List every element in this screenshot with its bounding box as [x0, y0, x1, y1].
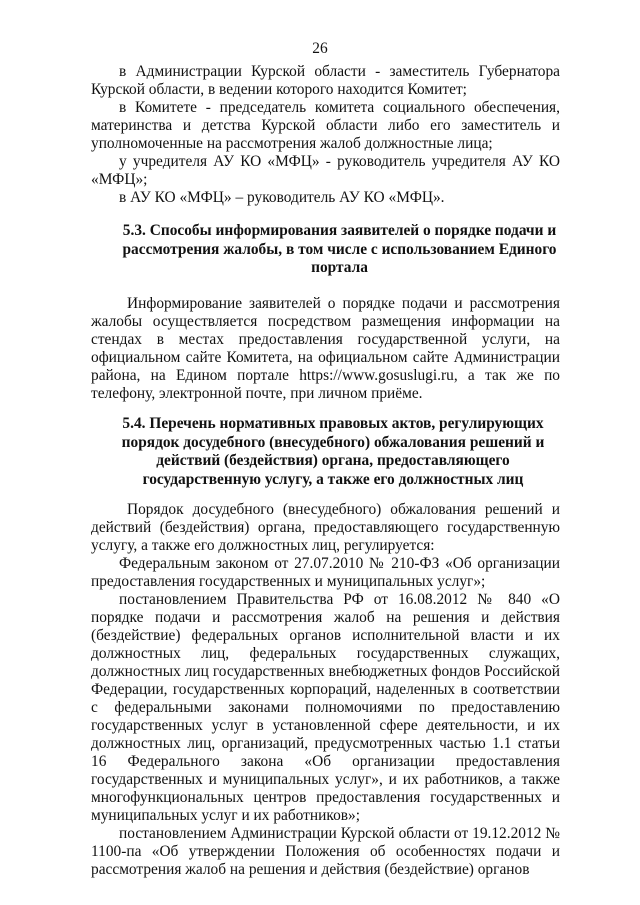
section-5-4-body — [91, 501, 560, 879]
paragraph-federal-law: Федеральным законом от 27.07.2010 № 210-ФЗ «Об организации предоставления государственных и муниципальных услуг»; — [91, 555, 560, 590]
section-5-3-heading-wrap — [118, 222, 561, 278]
page-number: 26 — [312, 40, 328, 57]
section-5-2-tail — [91, 63, 560, 207]
section-5-3-body: Информирование заявителей о порядке подачи и рассмотрения жалобы осуществляется посредством размещения информации на стендах в местах предоставления государственной услуги, на официальном сайте Комитета, на официальном сайте Администрации района, на Едином портале https://www.gosuslugi.ru, а так же по телефону, электронной почте, при личном приёме. — [91, 295, 560, 402]
paragraph-regional-decree: постановлением Администрации Курской области от 19.12.2012 № 1100-па «Об утверждении Положения об особенностях подачи и рассмотрения жалоб на решения и действия (бездействие) органов — [91, 825, 560, 878]
paragraph-mfc: в АУ КО «МФЦ» – руководитель АУ КО «МФЦ». — [119, 189, 445, 206]
paragraph-procedure: Порядок досудебного (внесудебного) обжалования решений и действий (бездействия) органа, предоставляющего государственную услугу, а также его должностных лиц, регулируется: — [91, 501, 560, 554]
paragraph-committee: в Комитете - председатель комитета социального обеспечения, материнства и детства Курской области либо его заместитель и уполномоченные на рассмотрения жалоб должностные лица; — [91, 99, 560, 152]
section-5-4-heading-wrap — [113, 415, 553, 489]
section-5-3-body-wrap — [91, 295, 560, 403]
section-5-3-heading: 5.3. Способы информирования заявителей о порядке подачи и рассмотрения жалобы, в том числе с использованием Единого портала — [122, 222, 557, 276]
section-5-4-heading: 5.4. Перечень нормативных правовых актов, регулирующих порядок досудебного (внесудебного) обжалования решений и действий (бездействия) органа, предоставляющего государственную услугу, а также его должностных лиц — [121, 415, 545, 488]
paragraph-administration: в Администрации Курской области - заместитель Губернатора Курской области, в ведении которого находится Комитет; — [91, 63, 560, 98]
paragraph-government-decree: постановлением Правительства РФ от 16.08.2012 № 840 «О порядке подачи и рассмотрения жалоб на решения и действия (бездействие) федеральных органов исполнительной власти и их должностных лиц, федеральных государственных служащих, должностных лиц государственных внебюджетных фондов Российской Федерации, государственных корпораций, наделенных в соответствии с федеральными законами полномочиями по предоставлению государственных услуг в установленной сфере деятельности, и их должностных лиц, организаций, предусмотренных частью 1.1 статьи 16 Федерального закона «Об организации предоставления государственных и муниципальных услуг», и их работников, а также многофункциональных центров предоставления государственных и муниципальных услуг и их работников»; — [91, 591, 560, 824]
paragraph-founder: у учредителя АУ КО «МФЦ» - руководитель учредителя АУ КО «МФЦ»; — [91, 153, 560, 188]
